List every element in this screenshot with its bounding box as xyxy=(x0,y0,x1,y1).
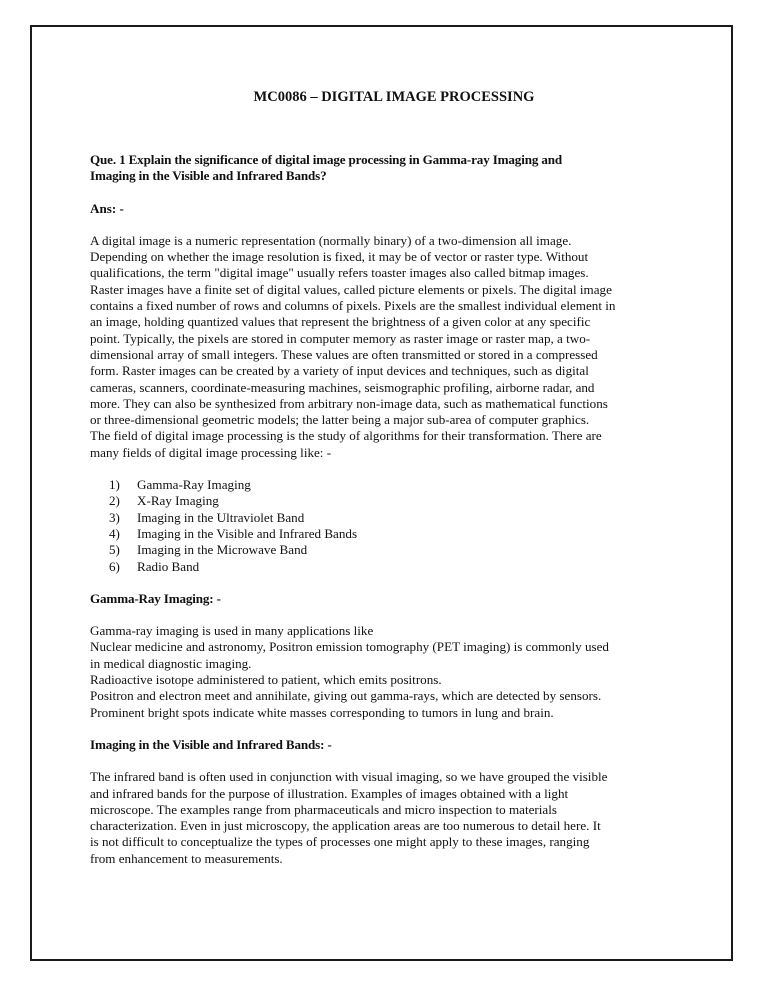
list-item xyxy=(109,477,690,493)
visible-line: from enhancement to measurements. xyxy=(90,850,283,866)
gamma-line: Radioactive isotope administered to patient, which emits positrons. xyxy=(90,672,442,688)
list-item xyxy=(109,493,690,509)
list-item xyxy=(109,542,690,558)
intro-line: cameras, scanners, coordinate-measuring machines, seismographic profiling, airborne radar, and xyxy=(90,379,595,395)
intro-line: many fields of digital image processing like: - xyxy=(90,444,332,460)
intro-paragraph xyxy=(90,233,690,461)
visible-section-heading: Imaging in the Visible and Infrared Bands: - xyxy=(90,736,332,752)
intro-line: A digital image is a numeric representation (normally binary) of a two-dimension all image. xyxy=(90,232,572,248)
visible-line: is not difficult to conceptualize the types of processes one might apply to these images, ranging xyxy=(90,834,590,850)
intro-line: an image, holding quantized values that represent the brightness of a given color at any specific xyxy=(90,314,591,330)
intro-line: point. Typically, the pixels are stored in computer memory as raster image or raster map, a two- xyxy=(90,330,591,346)
gamma-line: Prominent bright spots indicate white masses corresponding to tumors in lung and brain. xyxy=(90,704,554,720)
fields-list xyxy=(90,477,690,575)
list-item xyxy=(109,559,690,575)
list-item-number: 2) xyxy=(109,493,120,509)
gamma-line: Positron and electron meet and annihilate, giving out gamma-rays, which are detected by sensors. xyxy=(90,688,602,704)
intro-line: or three-dimensional geometric models; the latter being a major sub-area of computer graphics. xyxy=(90,412,590,428)
intro-line: Depending on whether the image resolution is fixed, it may be of vector or raster type. Without xyxy=(90,249,589,265)
gamma-line: in medical diagnostic imaging. xyxy=(90,655,252,671)
intro-line: contains a fixed number of rows and columns of pixels. Pixels are the smallest individual element in xyxy=(90,298,616,314)
list-item-label: Imaging in the Ultraviolet Band xyxy=(137,509,305,525)
intro-line: The field of digital image processing is the study of algorithms for their transformation. There are xyxy=(90,428,602,444)
list-item-label: Radio Band xyxy=(137,558,200,574)
list-item-label: Imaging in the Visible and Infrared Bands xyxy=(137,525,358,541)
gamma-paragraph xyxy=(90,623,690,721)
list-item xyxy=(109,526,690,542)
intro-line: qualifications, the term "digital image" usually refers toaster images also called bitmap images. xyxy=(90,265,589,281)
list-item-label: X-Ray Imaging xyxy=(137,493,219,509)
list-item xyxy=(109,510,690,526)
visible-line: microscope. The examples range from pharmaceuticals and micro inspection to materials xyxy=(90,801,557,817)
visible-line: characterization. Even in just microscopy, the application areas are too numerous to detail here. It xyxy=(90,818,601,834)
document-title: MC0086 – DIGITAL IMAGE PROCESSING xyxy=(253,89,535,105)
gamma-section-heading: Gamma-Ray Imaging: - xyxy=(90,590,221,606)
list-item-number: 4) xyxy=(109,525,120,541)
intro-line: Raster images have a finite set of digital values, called picture elements or pixels. The digital image xyxy=(90,281,612,297)
gamma-line: Gamma-ray imaging is used in many applications like xyxy=(90,623,374,639)
list-item-number: 6) xyxy=(109,558,120,574)
intro-line: dimensional array of small integers. These values are often transmitted or stored in a compressed xyxy=(90,346,598,362)
visible-paragraph xyxy=(90,769,690,867)
list-item-label: Gamma-Ray Imaging xyxy=(137,477,251,493)
list-item-number: 1) xyxy=(109,477,120,493)
document-body xyxy=(90,88,690,883)
gamma-line: Nuclear medicine and astronomy, Positron emission tomography (PET imaging) is commonly used xyxy=(90,639,609,655)
visible-line: The infrared band is often used in conjunction with visual imaging, so we have grouped the visible xyxy=(90,769,608,785)
question-line: Imaging in the Visible and Infrared Bands? xyxy=(90,168,327,184)
list-item-number: 3) xyxy=(109,509,120,525)
question-line: Que. 1 Explain the significance of digital image processing in Gamma-ray Imaging and xyxy=(90,152,563,167)
question-heading xyxy=(90,152,690,185)
list-item-label: Imaging in the Microwave Band xyxy=(137,542,308,558)
intro-line: form. Raster images can be created by a variety of input devices and techniques, such as digital xyxy=(90,363,589,379)
answer-label: Ans: - xyxy=(90,200,124,216)
visible-line: and infrared bands for the purpose of illustration. Examples of images obtained with a light xyxy=(90,785,569,801)
intro-line: more. They can also be synthesized from arbitrary non-image data, such as mathematical functions xyxy=(90,395,608,411)
list-item-number: 5) xyxy=(109,542,120,558)
